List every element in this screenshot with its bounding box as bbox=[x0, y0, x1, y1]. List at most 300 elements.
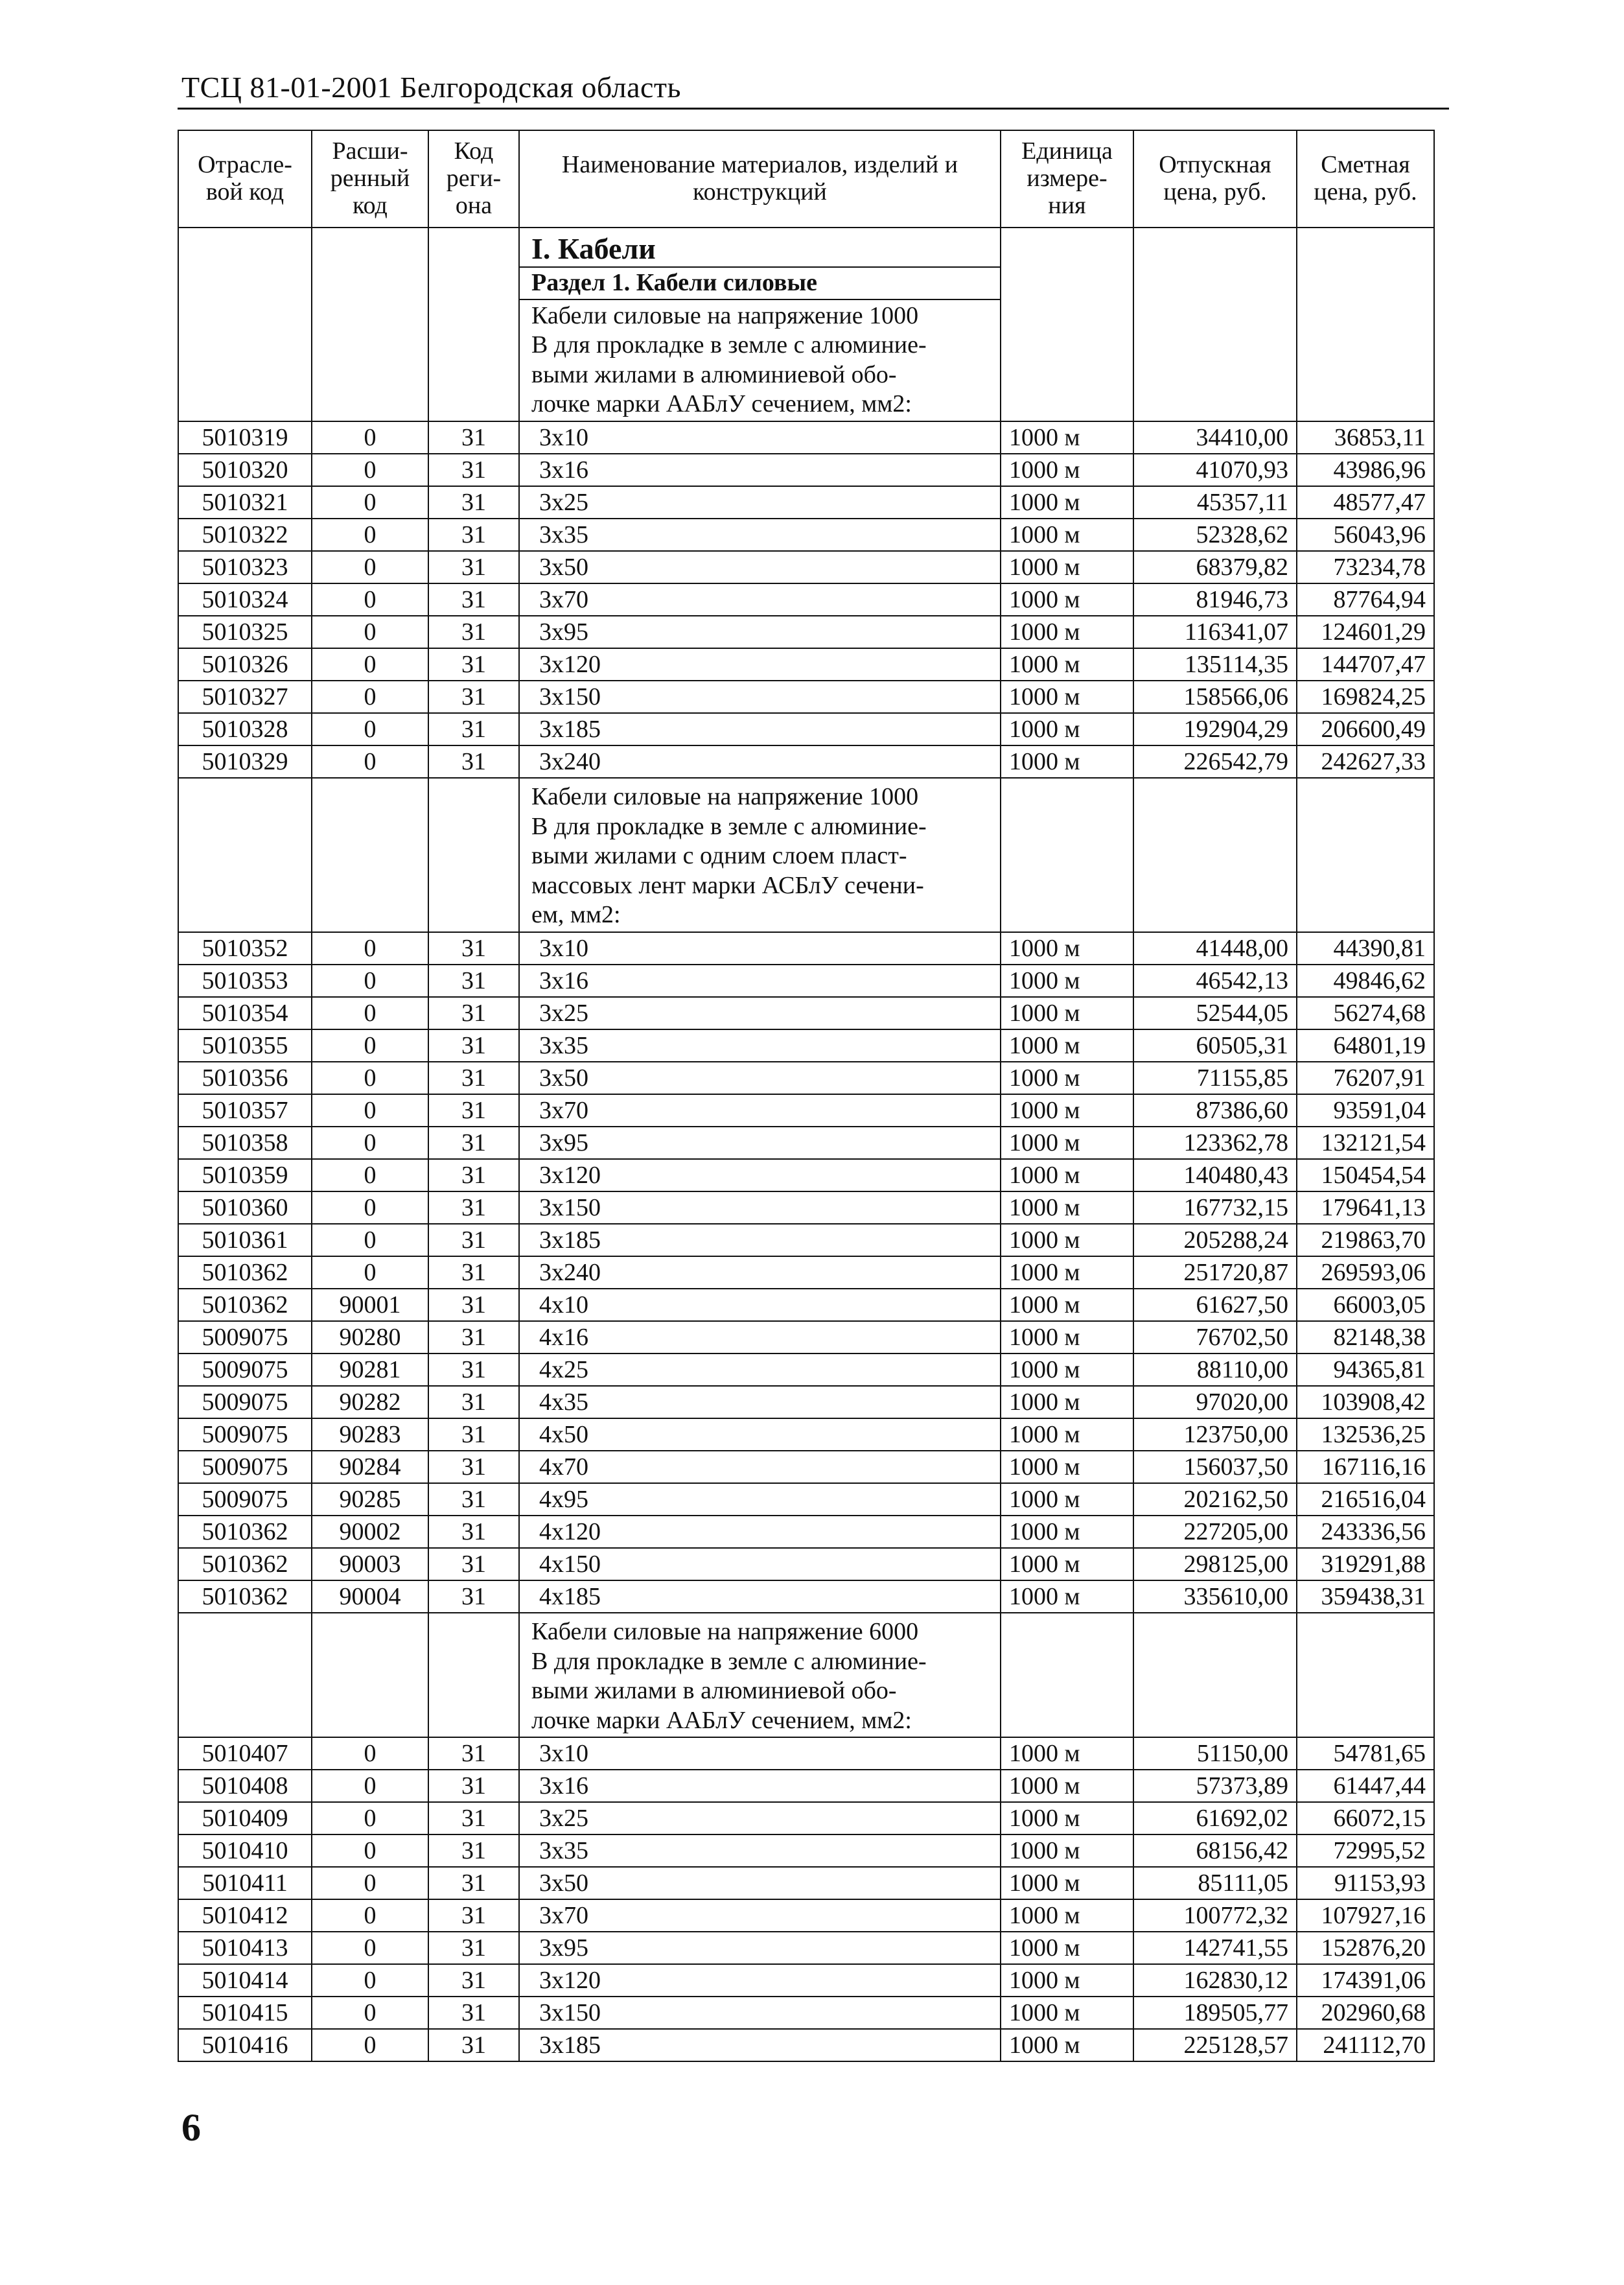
branch-code-cell: 5010329 bbox=[178, 745, 312, 778]
group-description bbox=[531, 300, 993, 419]
table-row bbox=[178, 1094, 1434, 1127]
table-row bbox=[178, 1548, 1434, 1580]
branch-code-cell: 5009075 bbox=[178, 1321, 312, 1353]
region-code-cell: 31 bbox=[428, 932, 519, 965]
blank-cell bbox=[312, 778, 428, 932]
branch-code-cell: 5010414 bbox=[178, 1964, 312, 1997]
release-price-cell: 81946,73 bbox=[1133, 583, 1297, 616]
extended-code-cell: 0 bbox=[312, 486, 428, 519]
unit-cell: 1000 м bbox=[1001, 1094, 1133, 1127]
release-price-cell: 76702,50 bbox=[1133, 1321, 1297, 1353]
estimate-price-cell: 132121,54 bbox=[1297, 1127, 1434, 1159]
branch-code-cell: 5009075 bbox=[178, 1386, 312, 1418]
table-row bbox=[178, 1451, 1434, 1483]
unit-cell: 1000 м bbox=[1001, 1029, 1133, 1062]
release-price-cell: 46542,13 bbox=[1133, 965, 1297, 997]
release-price-cell: 100772,32 bbox=[1133, 1899, 1297, 1932]
release-price-cell: 251720,87 bbox=[1133, 1256, 1297, 1289]
item-name-cell: 4x25 bbox=[519, 1353, 1001, 1386]
region-code-cell: 31 bbox=[428, 1418, 519, 1451]
item-name-cell: 3x150 bbox=[519, 681, 1001, 713]
table-row bbox=[178, 1224, 1434, 1256]
unit-cell: 1000 м bbox=[1001, 1737, 1133, 1770]
item-name-cell: 4x10 bbox=[519, 1289, 1001, 1321]
release-price-cell: 85111,05 bbox=[1133, 1867, 1297, 1899]
release-price-cell: 225128,57 bbox=[1133, 2029, 1297, 2061]
region-code-cell: 31 bbox=[428, 1191, 519, 1224]
branch-code-cell: 5010324 bbox=[178, 583, 312, 616]
unit-cell: 1000 м bbox=[1001, 745, 1133, 778]
extended-code-cell: 0 bbox=[312, 1964, 428, 1997]
unit-cell: 1000 м bbox=[1001, 583, 1133, 616]
region-code-cell: 31 bbox=[428, 2029, 519, 2061]
branch-code-cell: 5010319 bbox=[178, 421, 312, 454]
table-row bbox=[178, 965, 1434, 997]
table-row bbox=[178, 1580, 1434, 1613]
release-price-cell: 123750,00 bbox=[1133, 1418, 1297, 1451]
branch-code-cell: 5009075 bbox=[178, 1353, 312, 1386]
region-code-cell: 31 bbox=[428, 1094, 519, 1127]
table-row bbox=[178, 583, 1434, 616]
group-description-line: Кабели силовые на напряжение 1000 bbox=[531, 783, 919, 811]
blank-cell bbox=[178, 778, 312, 932]
estimate-price-cell: 124601,29 bbox=[1297, 616, 1434, 648]
table-row bbox=[178, 681, 1434, 713]
group-description-line: Кабели силовые на напряжение 6000 bbox=[531, 1618, 919, 1646]
item-name-cell: 3x10 bbox=[519, 1737, 1001, 1770]
column-header-line: Отрасле- bbox=[198, 151, 292, 179]
group-description bbox=[531, 1616, 993, 1735]
unit-cell: 1000 м bbox=[1001, 1867, 1133, 1899]
branch-code-cell: 5010359 bbox=[178, 1159, 312, 1191]
unit-cell: 1000 м bbox=[1001, 1997, 1133, 2029]
item-name-cell: 3x70 bbox=[519, 583, 1001, 616]
table-row bbox=[178, 1770, 1434, 1802]
region-code-cell: 31 bbox=[428, 519, 519, 551]
extended-code-cell: 0 bbox=[312, 1029, 428, 1062]
branch-code-cell: 5010410 bbox=[178, 1834, 312, 1867]
branch-code-cell: 5009075 bbox=[178, 1451, 312, 1483]
blank-cell bbox=[178, 228, 312, 421]
unit-cell: 1000 м bbox=[1001, 648, 1133, 681]
estimate-price-cell: 87764,94 bbox=[1297, 583, 1434, 616]
branch-code-cell: 5010411 bbox=[178, 1867, 312, 1899]
item-name-cell: 3x120 bbox=[519, 648, 1001, 681]
item-name-cell: 3x185 bbox=[519, 713, 1001, 745]
branch-code-cell: 5010362 bbox=[178, 1256, 312, 1289]
extended-code-cell: 0 bbox=[312, 713, 428, 745]
unit-cell: 1000 м bbox=[1001, 965, 1133, 997]
unit-cell: 1000 м bbox=[1001, 681, 1133, 713]
region-code-cell: 31 bbox=[428, 713, 519, 745]
item-name-cell: 3x25 bbox=[519, 1802, 1001, 1834]
branch-code-cell: 5010362 bbox=[178, 1580, 312, 1613]
region-code-cell: 31 bbox=[428, 1932, 519, 1964]
blank-cell bbox=[1297, 778, 1434, 932]
extended-code-cell: 0 bbox=[312, 616, 428, 648]
extended-code-cell: 0 bbox=[312, 681, 428, 713]
item-name-cell: 3x50 bbox=[519, 1062, 1001, 1094]
estimate-price-cell: 202960,68 bbox=[1297, 1997, 1434, 2029]
group-description-cell bbox=[519, 778, 1001, 932]
release-price-cell: 335610,00 bbox=[1133, 1580, 1297, 1613]
region-code-cell: 31 bbox=[428, 1224, 519, 1256]
item-name-cell: 3x50 bbox=[519, 551, 1001, 583]
table-row bbox=[178, 1321, 1434, 1353]
unit-cell: 1000 м bbox=[1001, 713, 1133, 745]
group-description-line: массовых лент марки АСБлУ сечени- bbox=[531, 871, 924, 899]
estimate-price-cell: 48577,47 bbox=[1297, 486, 1434, 519]
table-row bbox=[178, 997, 1434, 1029]
column-header-line: вой код bbox=[205, 178, 284, 205]
release-price-cell: 205288,24 bbox=[1133, 1224, 1297, 1256]
unit-cell: 1000 м bbox=[1001, 1580, 1133, 1613]
item-name-cell: 3x95 bbox=[519, 1127, 1001, 1159]
item-name-cell: 3x25 bbox=[519, 486, 1001, 519]
table-row bbox=[178, 616, 1434, 648]
release-price-cell: 156037,50 bbox=[1133, 1451, 1297, 1483]
unit-cell: 1000 м bbox=[1001, 1353, 1133, 1386]
item-name-cell: 3x10 bbox=[519, 932, 1001, 965]
extended-code-cell: 0 bbox=[312, 1899, 428, 1932]
group-description-line: В для прокладке в земле с алюминие- bbox=[531, 1647, 927, 1675]
release-price-cell: 68156,42 bbox=[1133, 1834, 1297, 1867]
region-code-cell: 31 bbox=[428, 486, 519, 519]
estimate-price-cell: 216516,04 bbox=[1297, 1483, 1434, 1516]
region-code-cell: 31 bbox=[428, 551, 519, 583]
region-code-cell: 31 bbox=[428, 1353, 519, 1386]
extended-code-cell: 90285 bbox=[312, 1483, 428, 1516]
blank-cell bbox=[1297, 228, 1434, 421]
extended-code-cell: 90003 bbox=[312, 1548, 428, 1580]
estimate-price-cell: 56274,68 bbox=[1297, 997, 1434, 1029]
estimate-price-cell: 243336,56 bbox=[1297, 1516, 1434, 1548]
branch-code-cell: 5010413 bbox=[178, 1932, 312, 1964]
price-table bbox=[178, 130, 1435, 2062]
column-header-line: код bbox=[353, 191, 388, 219]
estimate-price-cell: 36853,11 bbox=[1297, 421, 1434, 454]
unit-cell: 1000 м bbox=[1001, 1483, 1133, 1516]
branch-code-cell: 5010352 bbox=[178, 932, 312, 965]
extended-code-cell: 0 bbox=[312, 1127, 428, 1159]
branch-code-cell: 5010412 bbox=[178, 1899, 312, 1932]
blank-cell bbox=[1133, 778, 1297, 932]
blank-cell bbox=[428, 1613, 519, 1737]
extended-code-cell: 0 bbox=[312, 1932, 428, 1964]
table-row bbox=[178, 486, 1434, 519]
extended-code-cell: 0 bbox=[312, 1094, 428, 1127]
branch-code-cell: 5010325 bbox=[178, 616, 312, 648]
table-row bbox=[178, 1997, 1434, 2029]
col-header-name bbox=[519, 130, 1001, 228]
table-row bbox=[178, 519, 1434, 551]
branch-code-cell: 5010358 bbox=[178, 1127, 312, 1159]
release-price-cell: 97020,00 bbox=[1133, 1386, 1297, 1418]
unit-cell: 1000 м bbox=[1001, 1127, 1133, 1159]
release-price-cell: 68379,82 bbox=[1133, 551, 1297, 583]
unit-cell: 1000 м bbox=[1001, 1289, 1133, 1321]
column-header-line: Отпускная bbox=[1159, 151, 1271, 179]
table-row bbox=[178, 713, 1434, 745]
region-code-cell: 31 bbox=[428, 965, 519, 997]
unit-cell: 1000 м bbox=[1001, 1159, 1133, 1191]
extended-code-cell: 0 bbox=[312, 1867, 428, 1899]
release-price-cell: 71155,85 bbox=[1133, 1062, 1297, 1094]
unit-cell: 1000 м bbox=[1001, 932, 1133, 965]
item-name-cell: 4x16 bbox=[519, 1321, 1001, 1353]
estimate-price-cell: 241112,70 bbox=[1297, 2029, 1434, 2061]
item-name-cell: 4x150 bbox=[519, 1548, 1001, 1580]
region-code-cell: 31 bbox=[428, 1159, 519, 1191]
extended-code-cell: 90284 bbox=[312, 1451, 428, 1483]
table-row bbox=[178, 1353, 1434, 1386]
extended-code-cell: 0 bbox=[312, 1737, 428, 1770]
region-code-cell: 31 bbox=[428, 1802, 519, 1834]
extended-code-cell: 0 bbox=[312, 1191, 428, 1224]
release-price-cell: 227205,00 bbox=[1133, 1516, 1297, 1548]
table-row bbox=[178, 1867, 1434, 1899]
unit-cell: 1000 м bbox=[1001, 1548, 1133, 1580]
release-price-cell: 61627,50 bbox=[1133, 1289, 1297, 1321]
extended-code-cell: 90280 bbox=[312, 1321, 428, 1353]
estimate-price-cell: 103908,42 bbox=[1297, 1386, 1434, 1418]
region-code-cell: 31 bbox=[428, 1997, 519, 2029]
column-header-line: конструкций bbox=[693, 178, 827, 205]
release-price-cell: 51150,00 bbox=[1133, 1737, 1297, 1770]
subsection-title: Раздел 1. Кабели силовые bbox=[520, 266, 1000, 300]
release-price-cell: 87386,60 bbox=[1133, 1094, 1297, 1127]
extended-code-cell: 0 bbox=[312, 932, 428, 965]
release-price-cell: 123362,78 bbox=[1133, 1127, 1297, 1159]
item-name-cell: 3x150 bbox=[519, 1191, 1001, 1224]
header-rule bbox=[178, 108, 1449, 110]
extended-code-cell: 0 bbox=[312, 1256, 428, 1289]
release-price-cell: 158566,06 bbox=[1133, 681, 1297, 713]
branch-code-cell: 5010356 bbox=[178, 1062, 312, 1094]
item-name-cell: 3x150 bbox=[519, 1997, 1001, 2029]
column-header-line: ренный bbox=[330, 165, 410, 193]
estimate-price-cell: 76207,91 bbox=[1297, 1062, 1434, 1094]
blank-cell bbox=[1133, 1613, 1297, 1737]
group-description-line: выми жилами в алюминиевой обо- bbox=[531, 360, 897, 388]
branch-code-cell: 5010354 bbox=[178, 997, 312, 1029]
item-name-cell: 4x185 bbox=[519, 1580, 1001, 1613]
unit-cell: 1000 м bbox=[1001, 997, 1133, 1029]
estimate-price-cell: 93591,04 bbox=[1297, 1094, 1434, 1127]
region-code-cell: 31 bbox=[428, 1289, 519, 1321]
release-price-cell: 45357,11 bbox=[1133, 486, 1297, 519]
blank-cell bbox=[1001, 228, 1133, 421]
extended-code-cell: 0 bbox=[312, 648, 428, 681]
item-name-cell: 4x35 bbox=[519, 1386, 1001, 1418]
branch-code-cell: 5009075 bbox=[178, 1483, 312, 1516]
unit-cell: 1000 м bbox=[1001, 1899, 1133, 1932]
branch-code-cell: 5010328 bbox=[178, 713, 312, 745]
extended-code-cell: 0 bbox=[312, 965, 428, 997]
col-header-extended-code bbox=[312, 130, 428, 228]
estimate-price-cell: 219863,70 bbox=[1297, 1224, 1434, 1256]
release-price-cell: 167732,15 bbox=[1133, 1191, 1297, 1224]
region-code-cell: 31 bbox=[428, 1867, 519, 1899]
branch-code-cell: 5010362 bbox=[178, 1548, 312, 1580]
estimate-price-cell: 73234,78 bbox=[1297, 551, 1434, 583]
release-price-cell: 41448,00 bbox=[1133, 932, 1297, 965]
region-code-cell: 31 bbox=[428, 1516, 519, 1548]
release-price-cell: 57373,89 bbox=[1133, 1770, 1297, 1802]
blank-cell bbox=[312, 228, 428, 421]
estimate-price-cell: 107927,16 bbox=[1297, 1899, 1434, 1932]
item-name-cell: 3x35 bbox=[519, 1834, 1001, 1867]
extended-code-cell: 0 bbox=[312, 551, 428, 583]
item-name-cell: 4x70 bbox=[519, 1451, 1001, 1483]
table-row bbox=[178, 932, 1434, 965]
estimate-price-cell: 72995,52 bbox=[1297, 1834, 1434, 1867]
extended-code-cell: 90282 bbox=[312, 1386, 428, 1418]
item-name-cell: 4x50 bbox=[519, 1418, 1001, 1451]
group-header-row bbox=[178, 1613, 1434, 1737]
table-row bbox=[178, 1834, 1434, 1867]
table-row bbox=[178, 1386, 1434, 1418]
region-code-cell: 31 bbox=[428, 997, 519, 1029]
unit-cell: 1000 м bbox=[1001, 1224, 1133, 1256]
unit-cell: 1000 м bbox=[1001, 2029, 1133, 2061]
column-header-line: она bbox=[455, 191, 493, 219]
unit-cell: 1000 м bbox=[1001, 1834, 1133, 1867]
table-row bbox=[178, 1899, 1434, 1932]
column-header-line: цена, руб. bbox=[1314, 178, 1417, 205]
branch-code-cell: 5010320 bbox=[178, 454, 312, 486]
unit-cell: 1000 м bbox=[1001, 1516, 1133, 1548]
release-price-cell: 202162,50 bbox=[1133, 1483, 1297, 1516]
table-row bbox=[178, 1737, 1434, 1770]
group-description-line: выми жилами в алюминиевой обо- bbox=[531, 1677, 897, 1705]
unit-cell: 1000 м bbox=[1001, 519, 1133, 551]
extended-code-cell: 0 bbox=[312, 1802, 428, 1834]
branch-code-cell: 5010409 bbox=[178, 1802, 312, 1834]
item-name-cell: 3x70 bbox=[519, 1899, 1001, 1932]
branch-code-cell: 5010360 bbox=[178, 1191, 312, 1224]
branch-code-cell: 5010408 bbox=[178, 1770, 312, 1802]
region-code-cell: 31 bbox=[428, 421, 519, 454]
region-code-cell: 31 bbox=[428, 681, 519, 713]
group-description-line: В для прокладке в земле с алюминие- bbox=[531, 812, 927, 840]
column-header-line: Единица bbox=[1021, 137, 1113, 165]
table-row bbox=[178, 1159, 1434, 1191]
branch-code-cell: 5010407 bbox=[178, 1737, 312, 1770]
region-code-cell: 31 bbox=[428, 1737, 519, 1770]
table-row bbox=[178, 1516, 1434, 1548]
table-row bbox=[178, 2029, 1434, 2061]
estimate-price-cell: 43986,96 bbox=[1297, 454, 1434, 486]
blank-cell bbox=[1001, 1613, 1133, 1737]
release-price-cell: 189505,77 bbox=[1133, 1997, 1297, 2029]
item-name-cell: 3x70 bbox=[519, 1094, 1001, 1127]
blank-cell bbox=[428, 228, 519, 421]
item-name-cell: 3x25 bbox=[519, 997, 1001, 1029]
column-header-line: реги- bbox=[446, 165, 502, 193]
extended-code-cell: 0 bbox=[312, 454, 428, 486]
release-price-cell: 88110,00 bbox=[1133, 1353, 1297, 1386]
estimate-price-cell: 94365,81 bbox=[1297, 1353, 1434, 1386]
estimate-price-cell: 54781,65 bbox=[1297, 1737, 1434, 1770]
region-code-cell: 31 bbox=[428, 616, 519, 648]
extended-code-cell: 90281 bbox=[312, 1353, 428, 1386]
region-code-cell: 31 bbox=[428, 1899, 519, 1932]
estimate-price-cell: 82148,38 bbox=[1297, 1321, 1434, 1353]
group-description bbox=[531, 781, 993, 930]
estimate-price-cell: 56043,96 bbox=[1297, 519, 1434, 551]
table-row bbox=[178, 648, 1434, 681]
unit-cell: 1000 м bbox=[1001, 1932, 1133, 1964]
region-code-cell: 31 bbox=[428, 1256, 519, 1289]
item-name-cell: 3x120 bbox=[519, 1964, 1001, 1997]
release-price-cell: 41070,93 bbox=[1133, 454, 1297, 486]
estimate-price-cell: 49846,62 bbox=[1297, 965, 1434, 997]
table-row bbox=[178, 551, 1434, 583]
group-description-line: В для прокладке в земле с алюминие- bbox=[531, 331, 927, 359]
group-description-cell bbox=[519, 1613, 1001, 1737]
extended-code-cell: 0 bbox=[312, 1834, 428, 1867]
region-code-cell: 31 bbox=[428, 648, 519, 681]
release-price-cell: 61692,02 bbox=[1133, 1802, 1297, 1834]
region-code-cell: 31 bbox=[428, 1029, 519, 1062]
table-row bbox=[178, 1191, 1434, 1224]
region-code-cell: 31 bbox=[428, 1386, 519, 1418]
estimate-price-cell: 152876,20 bbox=[1297, 1932, 1434, 1964]
branch-code-cell: 5010353 bbox=[178, 965, 312, 997]
extended-code-cell: 0 bbox=[312, 997, 428, 1029]
extended-code-cell: 0 bbox=[312, 519, 428, 551]
group-description-cell bbox=[519, 228, 1001, 421]
extended-code-cell: 0 bbox=[312, 1997, 428, 2029]
blank-cell bbox=[428, 778, 519, 932]
col-header-region-code bbox=[428, 130, 519, 228]
unit-cell: 1000 м bbox=[1001, 1062, 1133, 1094]
unit-cell: 1000 м bbox=[1001, 551, 1133, 583]
release-price-cell: 60505,31 bbox=[1133, 1029, 1297, 1062]
extended-code-cell: 0 bbox=[312, 421, 428, 454]
table-row bbox=[178, 1483, 1434, 1516]
region-code-cell: 31 bbox=[428, 1483, 519, 1516]
group-description-line: Кабели силовые на напряжение 1000 bbox=[531, 301, 919, 329]
column-header-line: Код bbox=[454, 137, 494, 165]
release-price-cell: 135114,35 bbox=[1133, 648, 1297, 681]
table-row bbox=[178, 1029, 1434, 1062]
column-header-line: Сметная bbox=[1321, 151, 1410, 179]
table-row bbox=[178, 745, 1434, 778]
estimate-price-cell: 66072,15 bbox=[1297, 1802, 1434, 1834]
extended-code-cell: 90002 bbox=[312, 1516, 428, 1548]
branch-code-cell: 5009075 bbox=[178, 1418, 312, 1451]
release-price-cell: 226542,79 bbox=[1133, 745, 1297, 778]
table-row bbox=[178, 1289, 1434, 1321]
extended-code-cell: 90001 bbox=[312, 1289, 428, 1321]
estimate-price-cell: 269593,06 bbox=[1297, 1256, 1434, 1289]
region-code-cell: 31 bbox=[428, 1580, 519, 1613]
unit-cell: 1000 м bbox=[1001, 454, 1133, 486]
branch-code-cell: 5010327 bbox=[178, 681, 312, 713]
estimate-price-cell: 242627,33 bbox=[1297, 745, 1434, 778]
estimate-price-cell: 64801,19 bbox=[1297, 1029, 1434, 1062]
item-name-cell: 3x10 bbox=[519, 421, 1001, 454]
unit-cell: 1000 м bbox=[1001, 1451, 1133, 1483]
release-price-cell: 34410,00 bbox=[1133, 421, 1297, 454]
col-header-estimate-price bbox=[1297, 130, 1434, 228]
extended-code-cell: 90283 bbox=[312, 1418, 428, 1451]
branch-code-cell: 5010322 bbox=[178, 519, 312, 551]
release-price-cell: 116341,07 bbox=[1133, 616, 1297, 648]
col-header-branch-code bbox=[178, 130, 312, 228]
